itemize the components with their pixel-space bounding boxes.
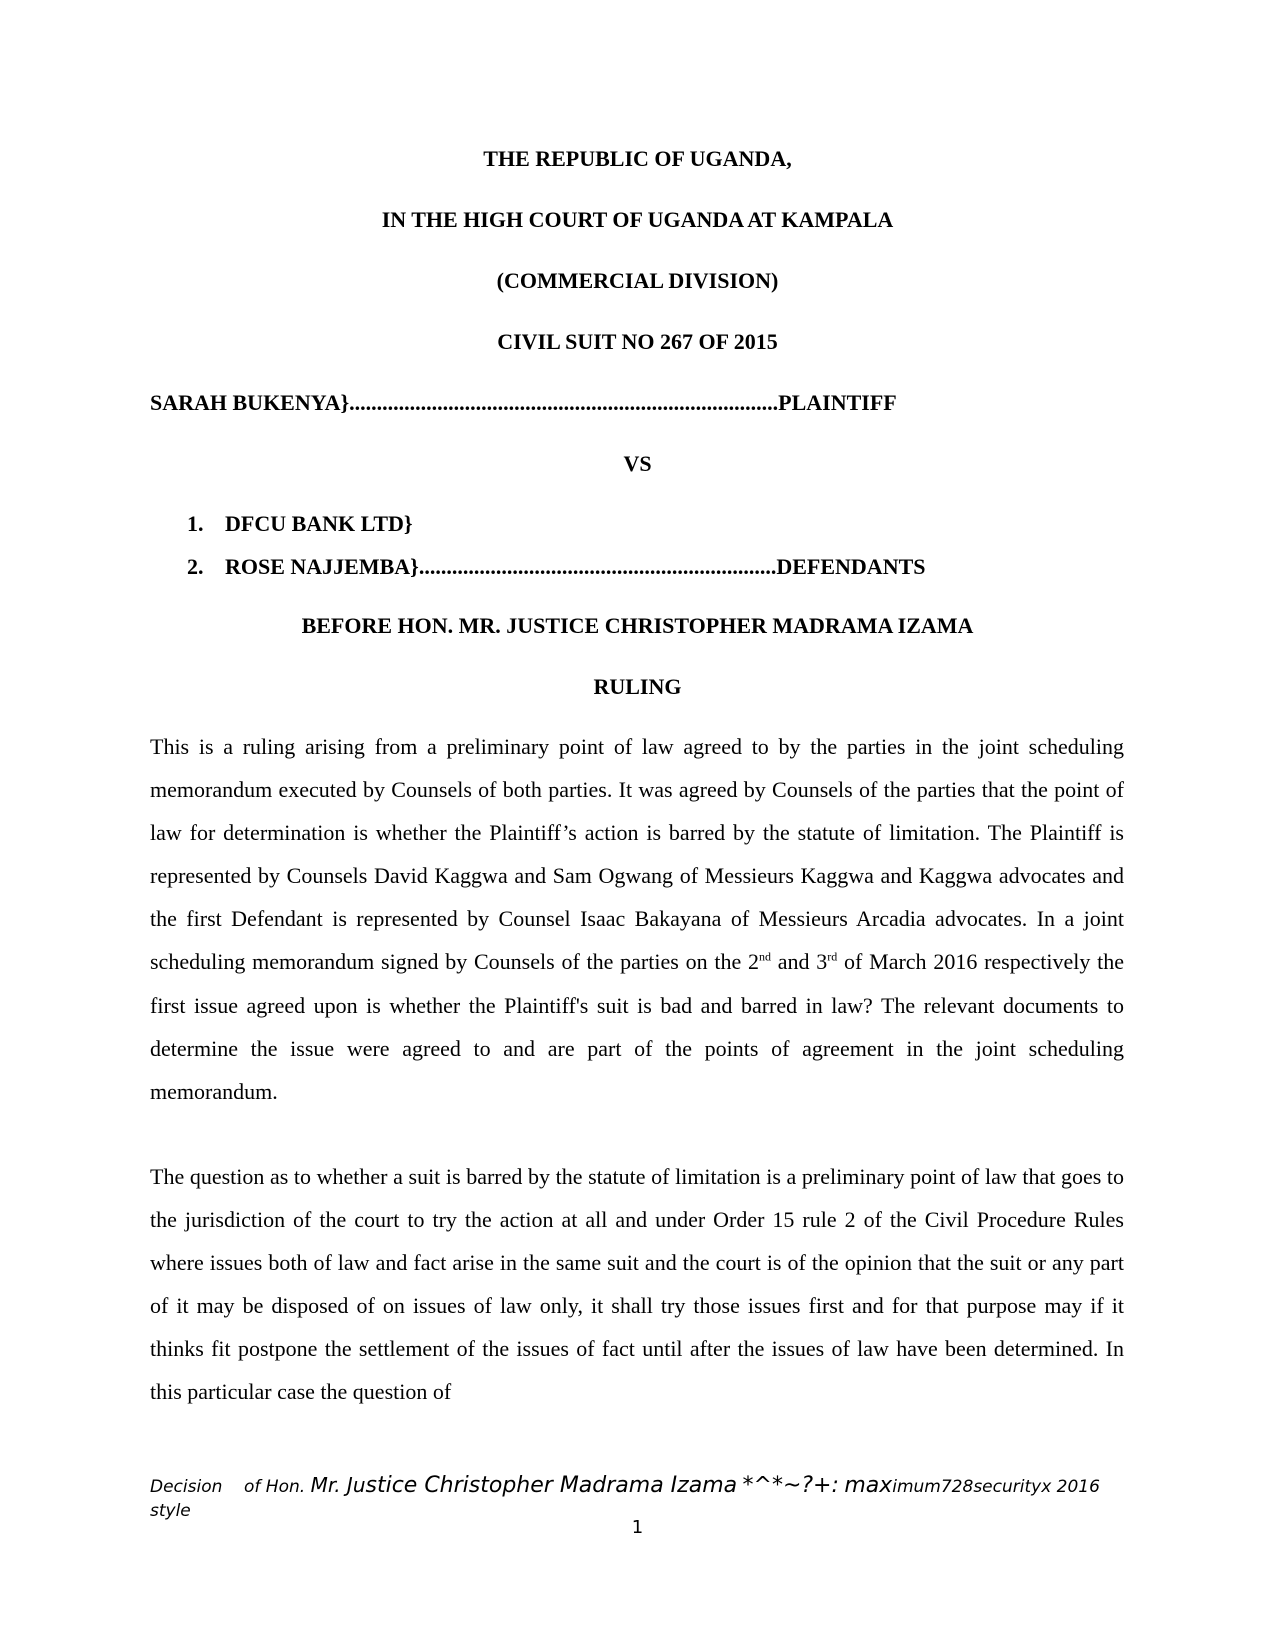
paragraph-2: The question as to whether a suit is barred by the statute of limitation is a preliminary point of law that goes to the jurisdiction of the court to try the action at all and under Order 15 rule 2 of the Civil Procedure Rules where issues both of law and fact arise in the same suit and the court is of the opinion that the suit or any part of it may be disposed of on issues of law only, it shall try those issues first and for that purpose may if it thinks fit postpone the settlement of the issues of fact until after the issues of law have been determined. In this particular case the question of <box>150 1164 1124 1405</box>
plaintiff-line: SARAH BUKENYA}..............................................................................PLAINTIFF <box>150 390 897 415</box>
judge-line: BEFORE HON. MR. JUSTICE CHRISTOPHER MADRAMA IZAMA <box>301 613 974 638</box>
defendant-name: DFCU BANK LTD} <box>225 511 413 536</box>
footer-text: imum728securityx 2016 style <box>150 1477 1100 1521</box>
footer-text: of Hon. <box>244 1477 306 1497</box>
defendant-number: 1. <box>187 511 204 536</box>
footer-text: Mr. Ju <box>310 1473 366 1497</box>
defendant-number: 2. <box>187 554 204 579</box>
defendant-item <box>187 511 926 554</box>
ordinal-suffix: rd <box>827 950 838 965</box>
footer-text: Decision <box>150 1477 223 1497</box>
versus: VS <box>623 451 652 476</box>
paragraph-1-text: and 3 <box>770 949 828 975</box>
defendant-item <box>187 554 926 597</box>
ordinal-suffix: nd <box>758 950 771 965</box>
header-republic: THE REPUBLIC OF UGANDA, <box>483 146 792 171</box>
paragraph-1 <box>150 725 1124 1113</box>
page-number: 1 <box>631 1517 644 1538</box>
ruling-title: RULING <box>593 674 682 699</box>
defendants-list <box>187 511 926 597</box>
header-division: (COMMERCIAL DIVISION) <box>496 268 779 293</box>
footer-text: stice Christopher Madrama Izama <box>365 1473 738 1498</box>
case-number: CIVIL SUIT NO 267 OF 2015 <box>497 329 778 354</box>
paragraph-1-text: This is a ruling arising from a preliminary point of law agreed to by the parties in the joint scheduling memorandum executed by Counsels of both parties. It was agreed by Counsels of the parties that the point of law for determination is whether the Plaintiff’s action is barred by the statute of limitation. The Plaintiff is represented by Counsels David Kaggwa and Sam Ogwang of Messieurs Kaggwa and Kaggwa advocates and the first Defendant is represented by Counsel Isaac Bakayana of Messieurs Arcadia advocates. In a joint scheduling memorandum signed by Counsels of the parties on the 2 <box>150 734 1124 975</box>
footer-text: max <box>844 1473 893 1498</box>
footer-text: *^*~?+: <box>742 1473 839 1498</box>
defendant-name: ROSE NAJJEMBA}.................................................................DEFENDANTS <box>225 554 926 579</box>
header-court: IN THE HIGH COURT OF UGANDA AT KAMPALA <box>381 207 894 232</box>
page-footer <box>150 1473 1124 1523</box>
paragraph-1-text: of March 2016 respectively the first issue agreed upon is whether the Plaintiff's suit is bad and barred in law? The relevant documents to determine the issue were agreed to and are part of the points of agreement in the joint scheduling memorandum. <box>150 949 1125 1104</box>
